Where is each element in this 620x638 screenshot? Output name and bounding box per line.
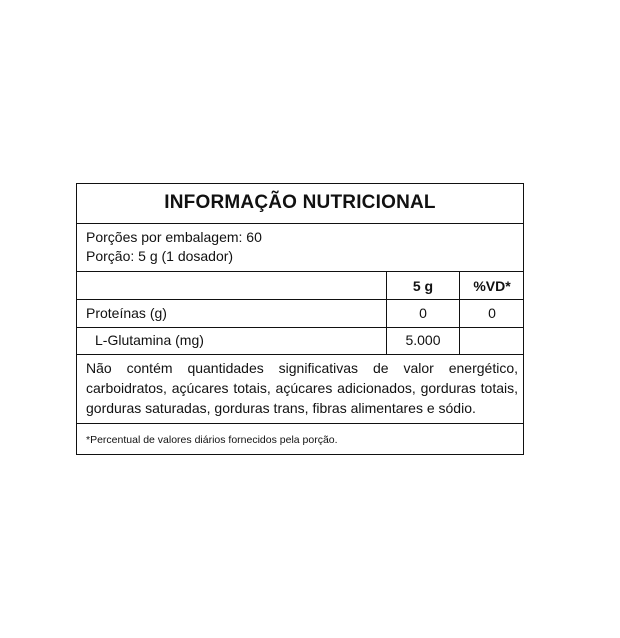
not-significant-note: Não contém quantidades significativas de valor energético, carboidratos, açúcares totais, açúcares adicionados, gorduras totais, gorduras saturadas, gorduras trans, fibras alimentares e sódio. [86,360,518,416]
label-title: INFORMAÇÃO NUTRICIONAL [164,192,436,213]
amount-column-header: 5 g [412,278,434,294]
nutrition-facts-label [76,183,524,455]
nutrient-daily-value: 0 [488,305,496,321]
divider [77,299,523,300]
servings-per-package: Porções por embalagem: 60 [86,229,262,245]
divider [77,354,523,355]
nutrient-amount: 0 [419,305,427,321]
divider [77,423,523,424]
daily-value-footnote: *Percentual de valores diários fornecidos pela porção. [86,434,338,446]
nutrient-amount: 5.000 [405,332,441,348]
serving-size: Porção: 5 g (1 dosador) [86,248,234,264]
divider [77,223,523,224]
divider [77,271,523,272]
nutrient-name: L-Glutamina (mg) [95,332,204,348]
daily-value-column-header: %VD* [473,278,511,294]
nutrient-name: Proteínas (g) [86,305,167,321]
divider [77,327,523,328]
